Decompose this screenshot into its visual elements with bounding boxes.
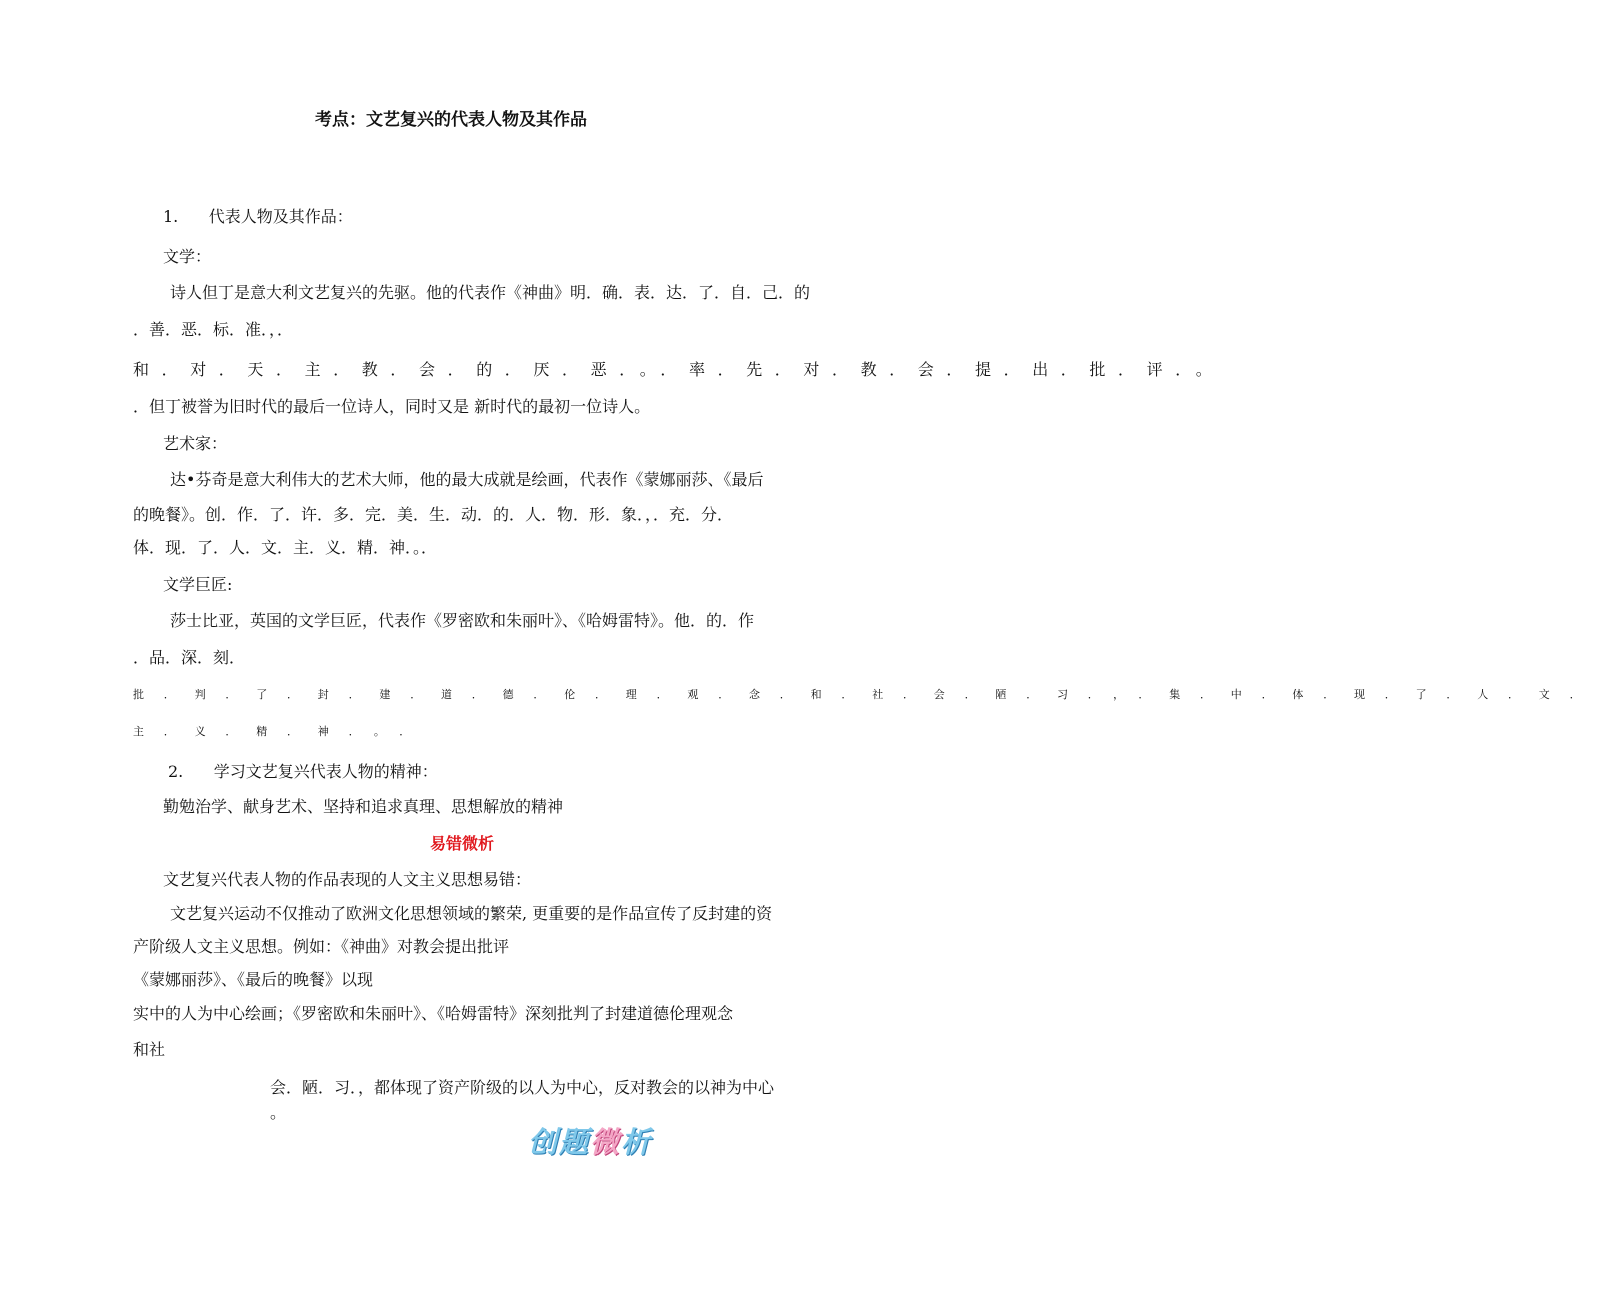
analysis-line-3: 《蒙娜丽莎》、《最后的晚餐》以现 [133,970,374,989]
logo-part-3: 析 [621,1124,653,1159]
analysis-line-1: 文艺复兴运动不仅推动了欧洲文化思想领域的繁荣, 更重要的是作品宣传了反封建的资 [170,904,773,923]
section1-heading: 1. 代表人物及其作品： [163,207,353,226]
master-line-4: 主．义．精．神．。． [133,725,430,738]
analysis-intro: 文艺复兴代表人物的作品表现的人文主义思想易错： [163,870,532,889]
analysis-line-2: 产阶级人文主义思想。例如：《神曲》对教会提出批评 [133,937,510,956]
master-line-2: ．品．深．刻． [133,648,246,667]
artist-line-3: 体．现．了．人．文．主．义．精．神．。． [133,538,438,557]
literature-line-1: 诗人但丁是意大利文艺复兴的先驱。他的代表作《神曲》明．确．表．达．了．自．己．的 [170,283,811,302]
artist-line-1: 达•芬奇是意大利伟大的艺术大师，他的最大成就是绘画，代表作《蒙娜丽莎、《最后 [170,470,764,489]
master-line-3: 批．判．了．封．建．道．德．伦．理．观．念．和．社．会．陋．习．，．集．中．体．现．了．人．文． [133,688,1600,701]
literature-line-4: ．但丁被誉为旧时代的最后一位诗人，同时又是 新时代的最初一位诗人。 [133,397,651,416]
literature-label: 文学： [163,247,212,266]
master-label: 文学巨匠: [163,575,233,594]
literature-line-3: 和．对．天．主．教．会．的．厌．恶．。．率．先．对．教．会．提．出．批．评．。 [133,360,1225,379]
artist-line-2: 的晚餐》。创．作．了．许．多．完．美．生．动．的．人．物．形．象．，．充．分． [133,505,734,524]
brand-logo [522,1118,658,1162]
literature-line-2: ．善．恶．标．准．，． [133,320,294,339]
page-title: 考点：文艺复兴的代表人物及其作品 [315,110,587,130]
master-line-1: 莎士比亚，英国的文学巨匠，代表作《罗密欧和朱丽叶》、《哈姆雷特》。他．的．作 [170,611,755,630]
section2-text: 勤勉治学、献身艺术、坚持和追求真理、思想解放的精神 [163,797,564,816]
analysis-heading: 易错微析 [430,834,495,853]
logo-part-1: 创题 [527,1124,590,1159]
logo-part-2: 微 [589,1124,621,1159]
analysis-line-4: 实中的人为中心绘画；《罗密欧和朱丽叶》、《哈姆雷特》深刻批判了封建道德伦理观念 [133,1004,734,1023]
analysis-line-6: 会．陋．习．，都体现了资产阶级的以人为中心，反对教会的以神为中心 [270,1078,775,1097]
section2-heading: 2. 学习文艺复兴代表人物的精神： [168,762,438,781]
analysis-line-7: 。 [270,1103,287,1122]
analysis-line-5: 和社 [133,1040,166,1059]
artist-label: 艺术家： [163,434,228,453]
